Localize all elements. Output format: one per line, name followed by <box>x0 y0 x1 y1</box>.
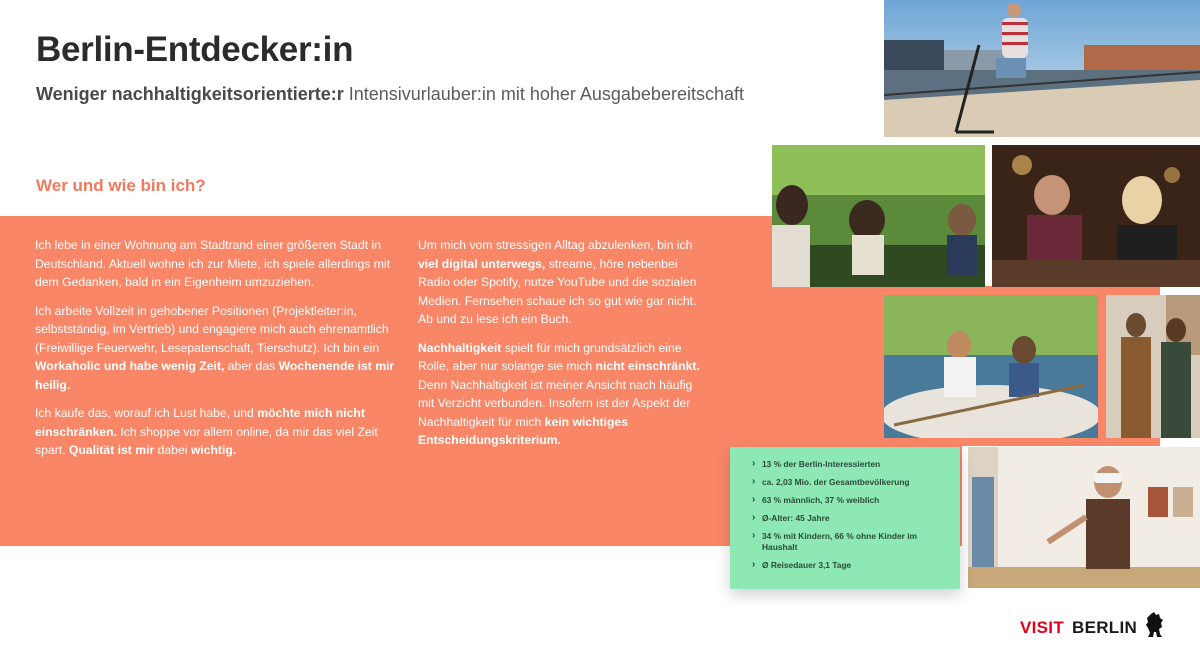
stat-item: › ca. 2,03 Mio. der Gesamtbevölkerung <box>752 477 950 488</box>
text: Ich kaufe das, worauf ich Lust habe, und <box>35 406 258 420</box>
page-title: Berlin-Entdecker:in <box>36 30 354 69</box>
emphasis: viel digital unterwegs, <box>418 256 546 271</box>
stats-box <box>730 447 960 589</box>
text: Um mich vom stressigen Alltag abzulenken, bin ich <box>418 238 693 252</box>
text-column-right <box>418 236 708 460</box>
berlin-bear-icon <box>1145 612 1165 638</box>
text: spielt für mich grundsätzlich eine Rolle, aber nur solange sie mich <box>418 340 682 373</box>
emphasis: Wochenende ist mir heilig. <box>35 359 395 392</box>
paragraph <box>35 236 405 292</box>
paragraph <box>35 404 405 460</box>
photo-rowing-boat <box>884 295 1098 438</box>
text: Ich shoppe vor allem online, da mir das viel Zeit spart. <box>35 424 378 457</box>
stat-item: › Ø Reisedauer 3,1 Tage <box>752 560 950 571</box>
emphasis: nicht einschränkt. <box>595 359 700 373</box>
paragraph <box>418 339 708 450</box>
photo-two-men-street <box>1106 295 1200 438</box>
stat-item: › 13 % der Berlin-Interessierten <box>752 459 950 470</box>
text: Ich arbeite Vollzeit in gehobener Positionen (Projektleiter:in, selbstständig, im Vertrieb) und engagiere mich auch ehrenamtlich (Freiwillige Feuerwehr, Lesepatenschaft, Tierschutz). Ich bin ein <box>35 303 389 355</box>
text: Denn Nachhaltigkeit ist meiner Ansicht nach häufig mit Verzicht verbunden. Insofern ist der Aspekt der Nachhaltigkeit für mich <box>418 377 693 429</box>
subtitle-bold: Weniger nachhaltigkeitsorientierte:r <box>36 84 344 104</box>
logo-berlin-text: BERLIN <box>1072 618 1138 637</box>
photo-escooter-rider <box>884 0 1200 137</box>
emphasis: Qualität ist mir <box>68 443 155 457</box>
paragraph <box>418 236 708 329</box>
text: aber das <box>224 359 279 373</box>
text: streame, höre nebenbei Radio oder Spotify, nutze YouTube und die sozialen Medien. Fernsehen schaue ich so gut wie gar nicht. Ab und zu lese ich ein Buch. <box>418 256 697 326</box>
emphasis: möchte mich nicht einschränken. <box>35 406 365 439</box>
emphasis: kein wichtiges Entscheidungskriterium. <box>418 414 628 447</box>
subtitle-rest: Intensivurlauber:in mit hoher Ausgabebereitschaft <box>343 84 744 104</box>
photo-friends-picnic <box>772 145 985 287</box>
emphasis: Workaholic und habe wenig Zeit, <box>35 359 225 373</box>
paragraph <box>35 302 405 395</box>
text-column-left <box>35 236 405 470</box>
text: Ich lebe in einer Wohnung am Stadtrand einer größeren Stadt in Deutschland. Aktuell wohne ich zur Miete, ich spiele allerdings mit dem Gedanken, bald in ein Eigenheim umzuziehen. <box>35 238 390 289</box>
logo-visit-text: VISIT <box>1020 618 1065 637</box>
section-heading: Wer und wie bin ich? <box>36 176 206 195</box>
page-subtitle <box>36 84 744 105</box>
text: dabei <box>154 443 191 457</box>
photo-couple-dinner <box>992 145 1200 287</box>
emphasis: wichtig. <box>190 443 237 457</box>
visit-berlin-logo <box>1020 618 1165 638</box>
stat-item: › 34 % mit Kindern, 66 % ohne Kinder im Haushalt <box>752 531 950 553</box>
photo-vr-gallery <box>968 447 1200 588</box>
stat-item: › 63 % männlich, 37 % weiblich <box>752 495 950 506</box>
emphasis: Nachhaltigkeit <box>418 340 502 355</box>
stat-item: › Ø-Alter: 45 Jahre <box>752 513 950 524</box>
